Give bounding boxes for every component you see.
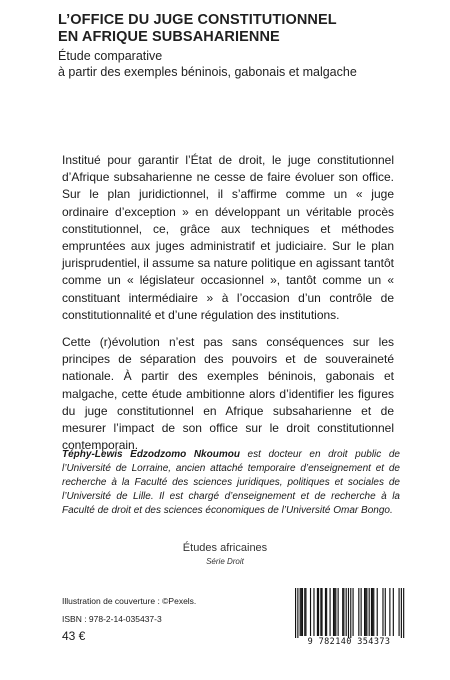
barcode-bar [325,588,326,636]
barcode-bar [334,588,335,636]
summary-paragraph-1: Institué pour garantir l’État de droit, le juge constitutionnel d’Afrique subsaharienne ne cesse de faire évoluer son office. Sur le plan juridictionnel, il s’affirme comme un « juge ordinaire d’exception » en développant un véritable procès constitutionnel, ce, grâce aux techniques et méthodes empruntées aux juges administratif et judiciaire. Sur le plan jurisprudentiel, il assume sa nature politique en agissant tantôt comme un « législateur occasionnel », tantôt comme un « constituant intermédiaire » à l’occasion d’un contrôle de constitutionnalité et d’une régulation des institutions. [62,153,394,322]
barcode-bar [317,588,318,636]
back-cover-summary [62,152,394,464]
barcode-bar [304,588,305,636]
barcode-bar [300,588,301,636]
book-title [58,12,418,46]
summary-paragraph-2: Cette (r)évolution n’est pas sans conséquences sur les principes de séparation des pouvoirs et de souveraineté nationale. À partir des exemples béninois, gabonais et malgache, cette étude ambitionne alors d’identifier les figures du juge constitutionnel en Afrique subsaharienne et de mesurer l’impact de son office sur le droit constitutionnel contemporain. [62,335,394,453]
barcode-bar [348,588,349,638]
barcode-bar [295,588,296,638]
barcode-bar [393,588,394,636]
price: 43 € [62,629,86,643]
barcode-bar [346,588,347,636]
book-title-line-2: EN AFRIQUE SUBSAHARIENNE [58,29,280,45]
barcode-bar [365,588,366,636]
barcode-bar [342,588,343,636]
collection-name: Études africaines [182,542,268,554]
barcode-bar [330,588,331,636]
author-bio-text: est docteur en droit public de l’Université de Lorraine, ancien attaché temporaire d’enseignement et de recherche à la Faculté des sciences juridiques, politiques et sociales de l’Université de Lille. Il est chargé d’enseignement et de recherche à la Faculté de droit et des sciences économiques de l’Université Omar Bongo. [62,449,400,516]
barcode-bar [358,588,359,636]
barcode-digits: 9 782140 354373 [307,637,391,647]
barcode-bar [335,588,336,636]
barcode-bar [371,588,372,636]
barcode-bar [353,588,354,636]
collection-label [150,541,300,567]
barcode-bars [286,586,412,638]
barcode-bar [377,588,378,636]
barcode-bar [399,588,400,636]
barcode-bar [343,588,344,636]
cover-illustration-credit: Illustration de couverture : ©Pexels. [62,596,197,606]
barcode-bar [301,588,302,636]
author-name: Téphy-Lewis Edzodzomo Nkoumou [62,449,240,460]
barcode [286,586,412,648]
barcode-bar [401,588,402,638]
barcode-bar [302,588,303,636]
barcode-bar [326,588,327,636]
barcode-bar [361,588,362,636]
barcode-bar [385,588,386,636]
author-bio [62,448,400,518]
barcode-bar [372,588,373,636]
collection-series: Série Droit [206,557,244,566]
barcode-bar [369,588,370,636]
book-subtitle-line-1: Étude comparative [58,49,163,63]
barcode-bar [313,588,314,636]
barcode-bar [382,588,383,636]
barcode-bar [333,588,334,636]
barcode-bar [321,588,322,636]
barcode-bar [389,588,390,636]
barcode-bar [403,588,404,638]
barcode-bar [318,588,319,636]
isbn: ISBN : 978-2-14-035437-3 [62,614,162,624]
book-subtitle [58,49,418,80]
barcode-bar [305,588,306,636]
book-title-line-1: L’OFFICE DU JUGE CONSTITUTIONNEL [58,12,337,28]
barcode-bar [350,588,351,638]
barcode-bar [364,588,365,636]
barcode-bar [373,588,374,636]
barcode-bar [366,588,367,636]
book-subtitle-line-2: à partir des exemples béninois, gabonais et malgache [58,64,357,79]
barcode-bar [320,588,321,636]
barcode-bar [310,588,311,636]
barcode-bar [297,588,298,638]
barcode-bar [338,588,339,636]
